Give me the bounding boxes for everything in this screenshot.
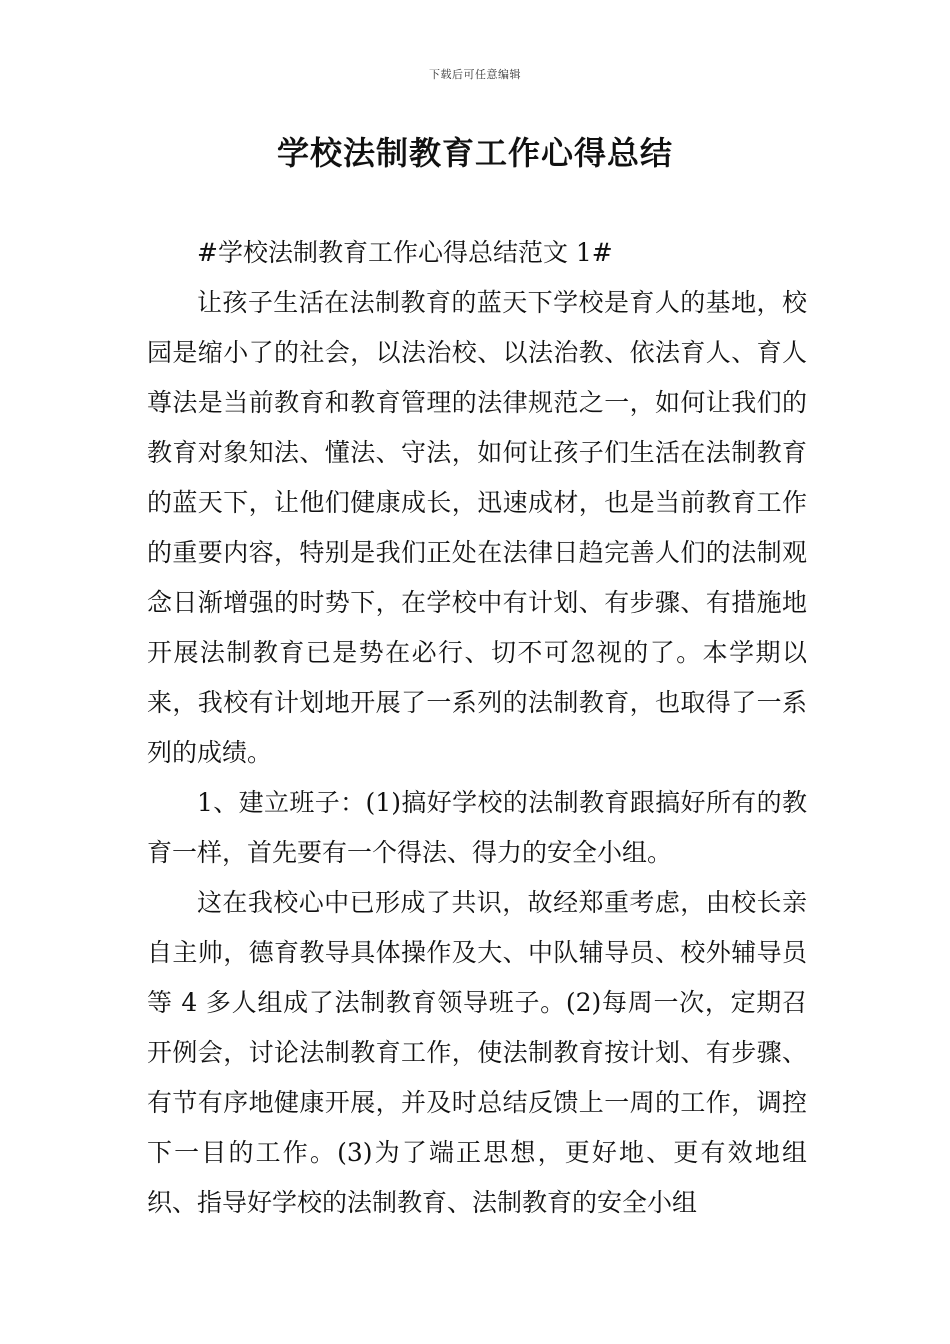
paragraph-point-1: 1、建立班子：(1)搞好学校的法制教育跟搞好所有的教育一样，首先要有一个得法、得力的安全小组。 [147, 788, 807, 867]
header-note: 下载后可任意编辑 [429, 68, 521, 81]
paragraph-intro: 让孩子生活在法制教育的蓝天下学校是育人的基地，校园是缩小了的社会，以法治校、以法治教、依法育人、育人尊法是当前教育和教育管理的法律规范之一，如何让我们的教育对象知法、懂法、守法，如何让孩子们生活在法制教育的蓝天下，让他们健康成长，迅速成材，也是当前教育工作的重要内容，特别是我们正处在法律日趋完善人们的法制观念日渐增强的时势下，在学校中有计划、有步骤、有措施地开展法制教育已是势在必行、切不可忽视的了。本学期以来，我校有计划地开展了一系列的法制教育，也取得了一系列的成绩。 [147, 288, 807, 767]
section-heading: #学校法制教育工作心得总结范文 1# [197, 238, 613, 267]
document-body [147, 228, 807, 1228]
paragraph-continued: 这在我校心中已形成了共识，故经郑重考虑，由校长亲自主帅，德育教导具体操作及大、中队辅导员、校外辅导员等 4 多人组成了法制教育领导班子。(2)每周一次，定期召开例会，讨论法制教育工作，使法制教育按计划、有步骤、有节有序地健康开展，并及时总结反馈上一周的工作，调控下一目的工作。(3)为了端正思想，更好地、更有效地组织、指导好学校的法制教育、法制教育的安全小组 [147, 888, 807, 1217]
document-title: 学校法制教育工作心得总结 [276, 134, 673, 172]
